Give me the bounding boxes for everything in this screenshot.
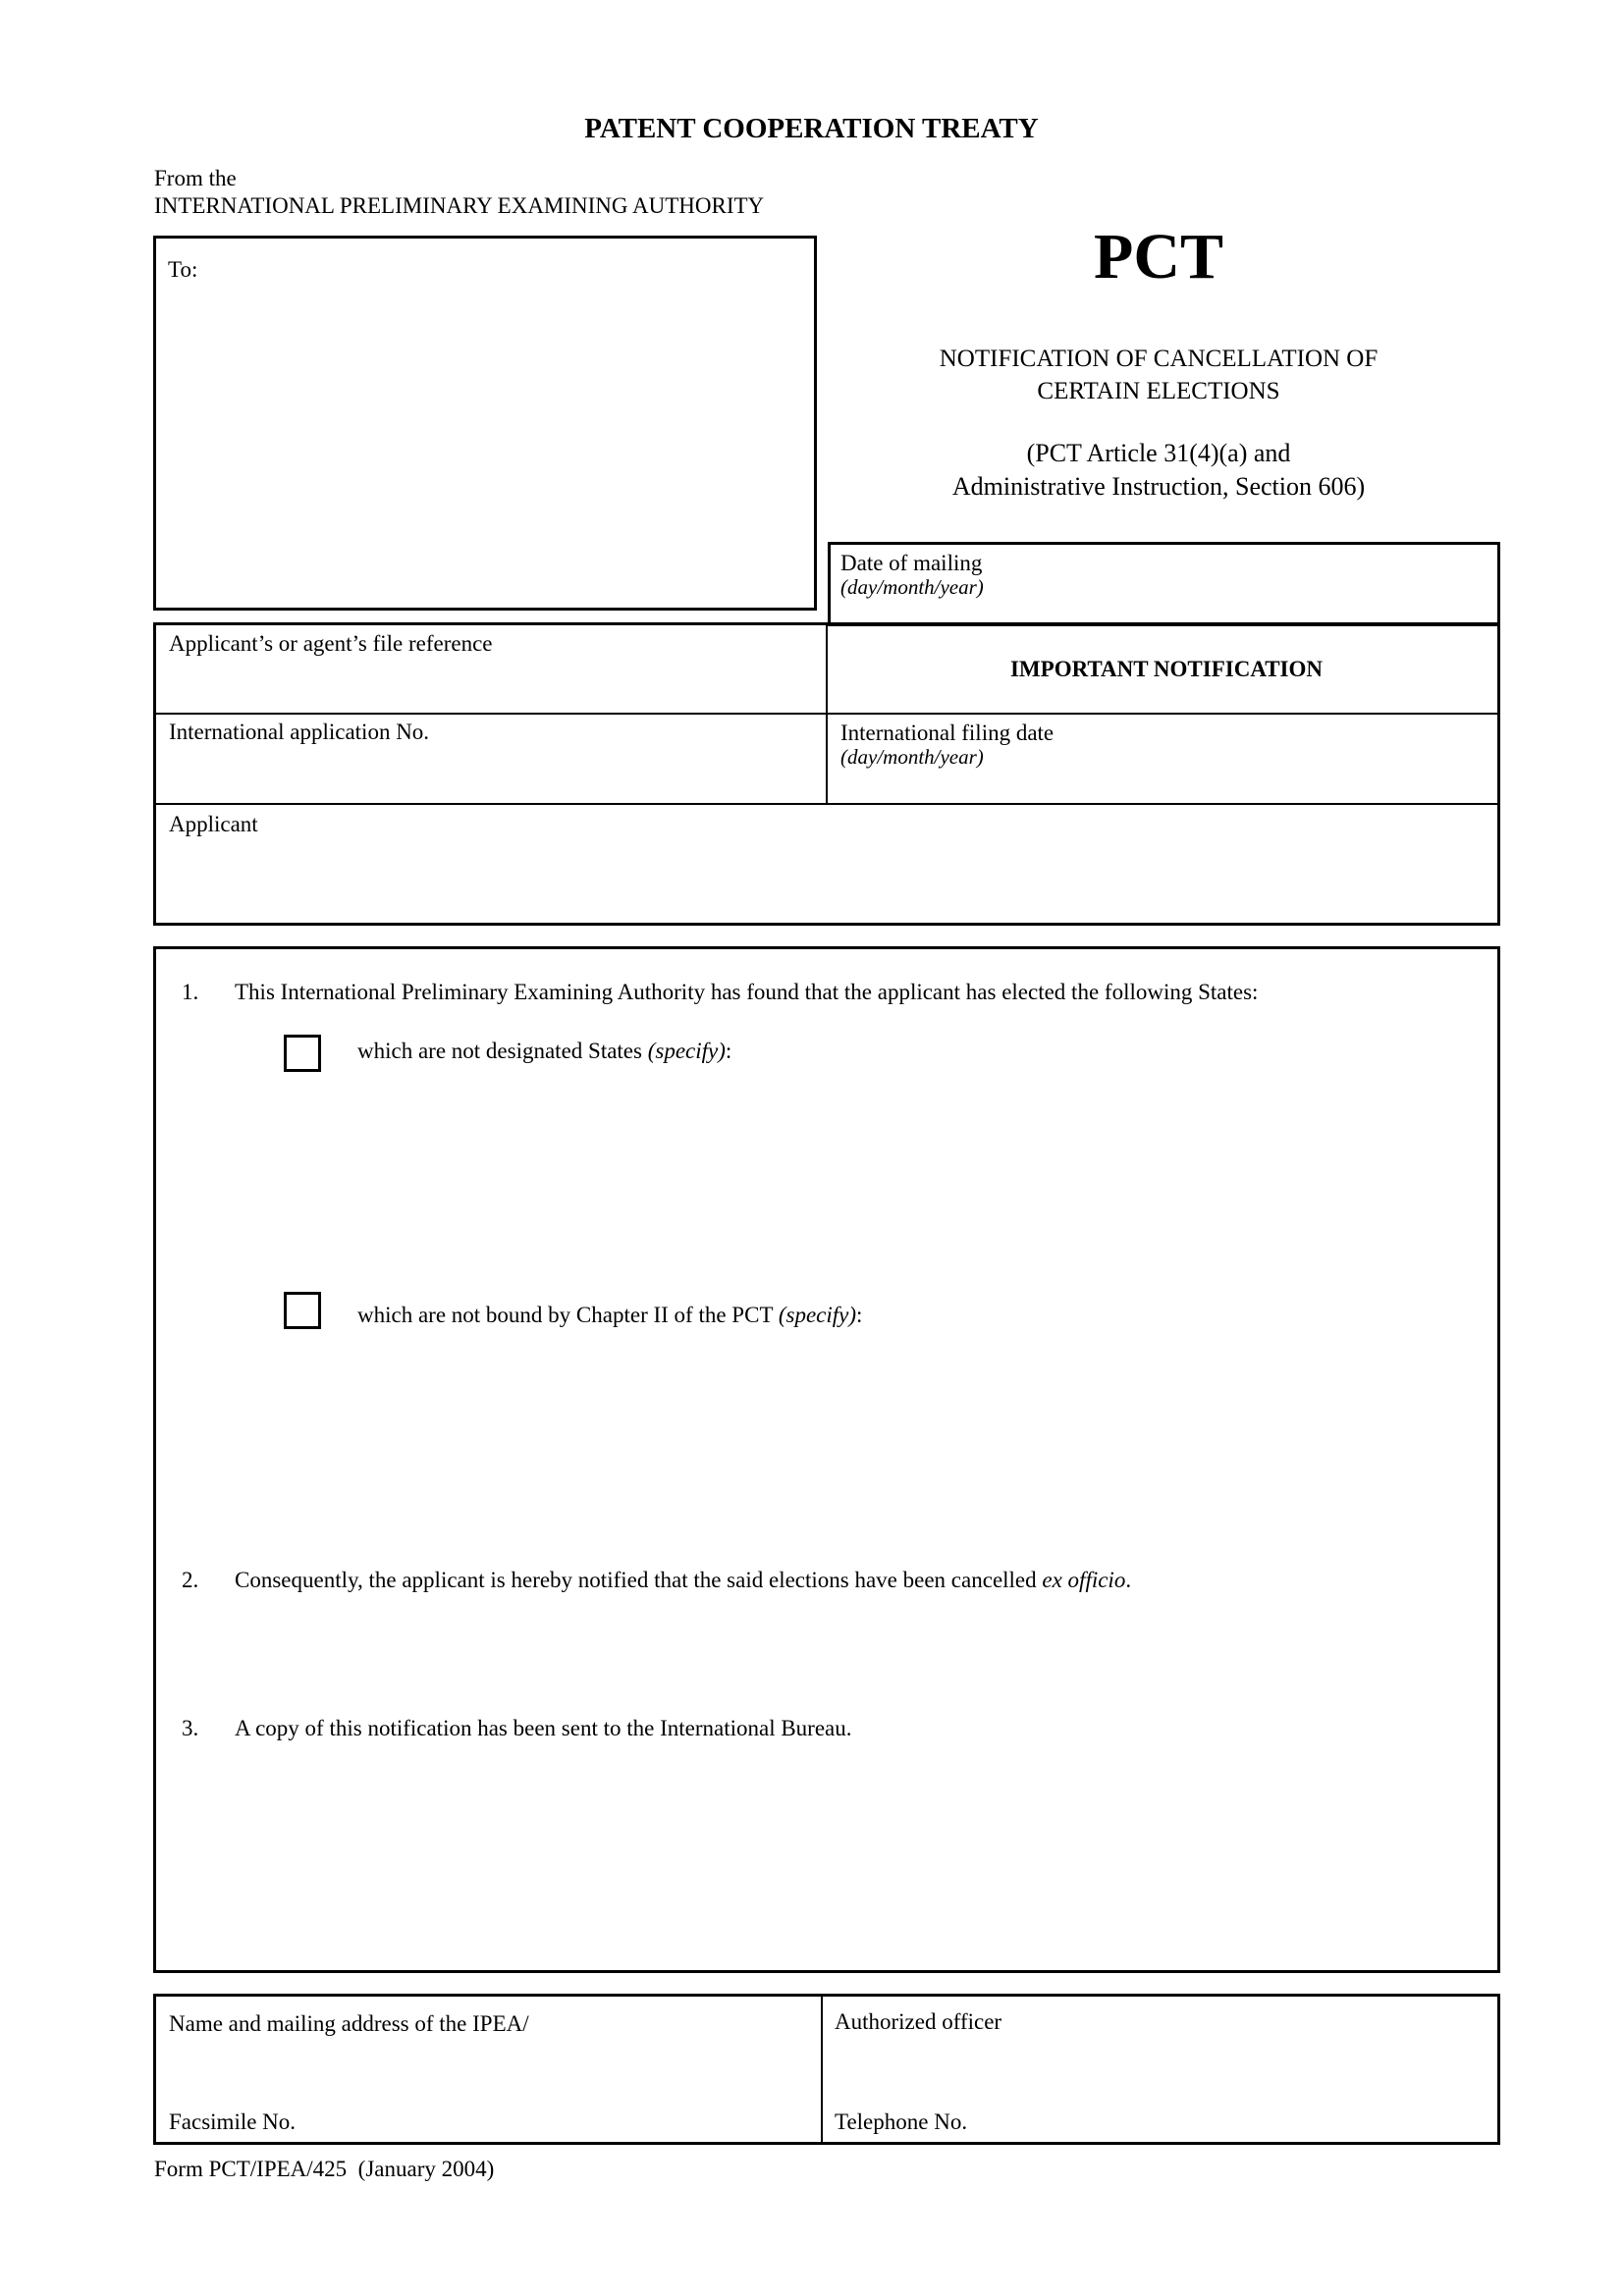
date-of-mailing-box[interactable] [828, 542, 1500, 626]
item3-number: 3. [182, 1716, 199, 1740]
facsimile-label: Facsimile No. [169, 2109, 297, 2134]
applicant-label: Applicant [169, 812, 258, 836]
option-a-hint: (specify) [647, 1039, 726, 1063]
notification-title-line1: NOTIFICATION OF CANCELLATION OF [939, 346, 1379, 372]
item2-text [235, 1567, 1131, 1593]
notification-title-line2: CERTAIN ELECTIONS [1037, 378, 1280, 404]
divider-vertical [826, 625, 828, 805]
important-notification-label: IMPORTANT NOTIFICATION [1009, 657, 1324, 681]
telephone-label: Telephone No. [835, 2109, 968, 2134]
not-designated-states-checkbox[interactable] [284, 1035, 321, 1072]
legal-basis-line1: (PCT Article 31(4)(a) and [1026, 439, 1291, 467]
option-a-suffix: : [725, 1039, 732, 1063]
authorized-officer-label: Authorized officer [835, 2009, 1002, 2034]
item1-number: 1. [182, 980, 199, 1004]
ipea-address-label: Name and mailing address of the IPEA/ [169, 2011, 529, 2036]
from-line-1: From the [154, 166, 237, 190]
option-a-main: which are not designated States [357, 1039, 648, 1063]
option-a-text [357, 1038, 731, 1064]
option-b-main: which are not bound by Chapter II of the PCT [357, 1303, 779, 1327]
to-label: To: [168, 257, 198, 282]
item1-text: This International Preliminary Examining Authority has found that the applicant has elected the following States: [235, 980, 1259, 1004]
divider-row-1 [156, 713, 1497, 715]
notification-body-box [153, 946, 1500, 1973]
item3-text: A copy of this notification has been sent to the International Bureau. [235, 1716, 852, 1740]
intl-filing-date-label: International filing date [840, 721, 1055, 745]
option-b-text [357, 1302, 862, 1328]
intl-filing-date-hint: (day/month/year) [840, 745, 984, 769]
legal-basis-line2: Administrative Instruction, Section 606) [951, 472, 1366, 501]
not-bound-chapter-ii-checkbox[interactable] [284, 1292, 321, 1329]
footer-divider [821, 1997, 823, 2142]
option-b-suffix: : [856, 1303, 863, 1327]
date-of-mailing-label: Date of mailing [840, 551, 983, 575]
application-details-box [153, 622, 1500, 926]
treaty-title: PATENT COOPERATION TREATY [584, 113, 1039, 144]
ipea-contact-box [153, 1994, 1500, 2145]
file-reference-label: Applicant’s or agent’s file reference [169, 631, 493, 656]
item2-main: Consequently, the applicant is hereby notified that the said elections have been cancelled [235, 1568, 1043, 1592]
item2-suffix: . [1125, 1568, 1132, 1592]
form-identifier: Form PCT/IPEA/425 (January 2004) [154, 2157, 495, 2181]
to-address-box[interactable] [153, 236, 817, 611]
intl-app-no-label: International application No. [169, 720, 430, 744]
date-of-mailing-hint: (day/month/year) [840, 575, 984, 599]
from-line-2: INTERNATIONAL PRELIMINARY EXAMINING AUTHORITY [154, 193, 765, 218]
option-b-hint: (specify) [778, 1303, 857, 1327]
divider-row-2 [156, 803, 1497, 805]
pct-logo: PCT [1094, 221, 1223, 293]
item2-number: 2. [182, 1568, 199, 1592]
item2-emphasis: ex officio [1042, 1568, 1126, 1592]
